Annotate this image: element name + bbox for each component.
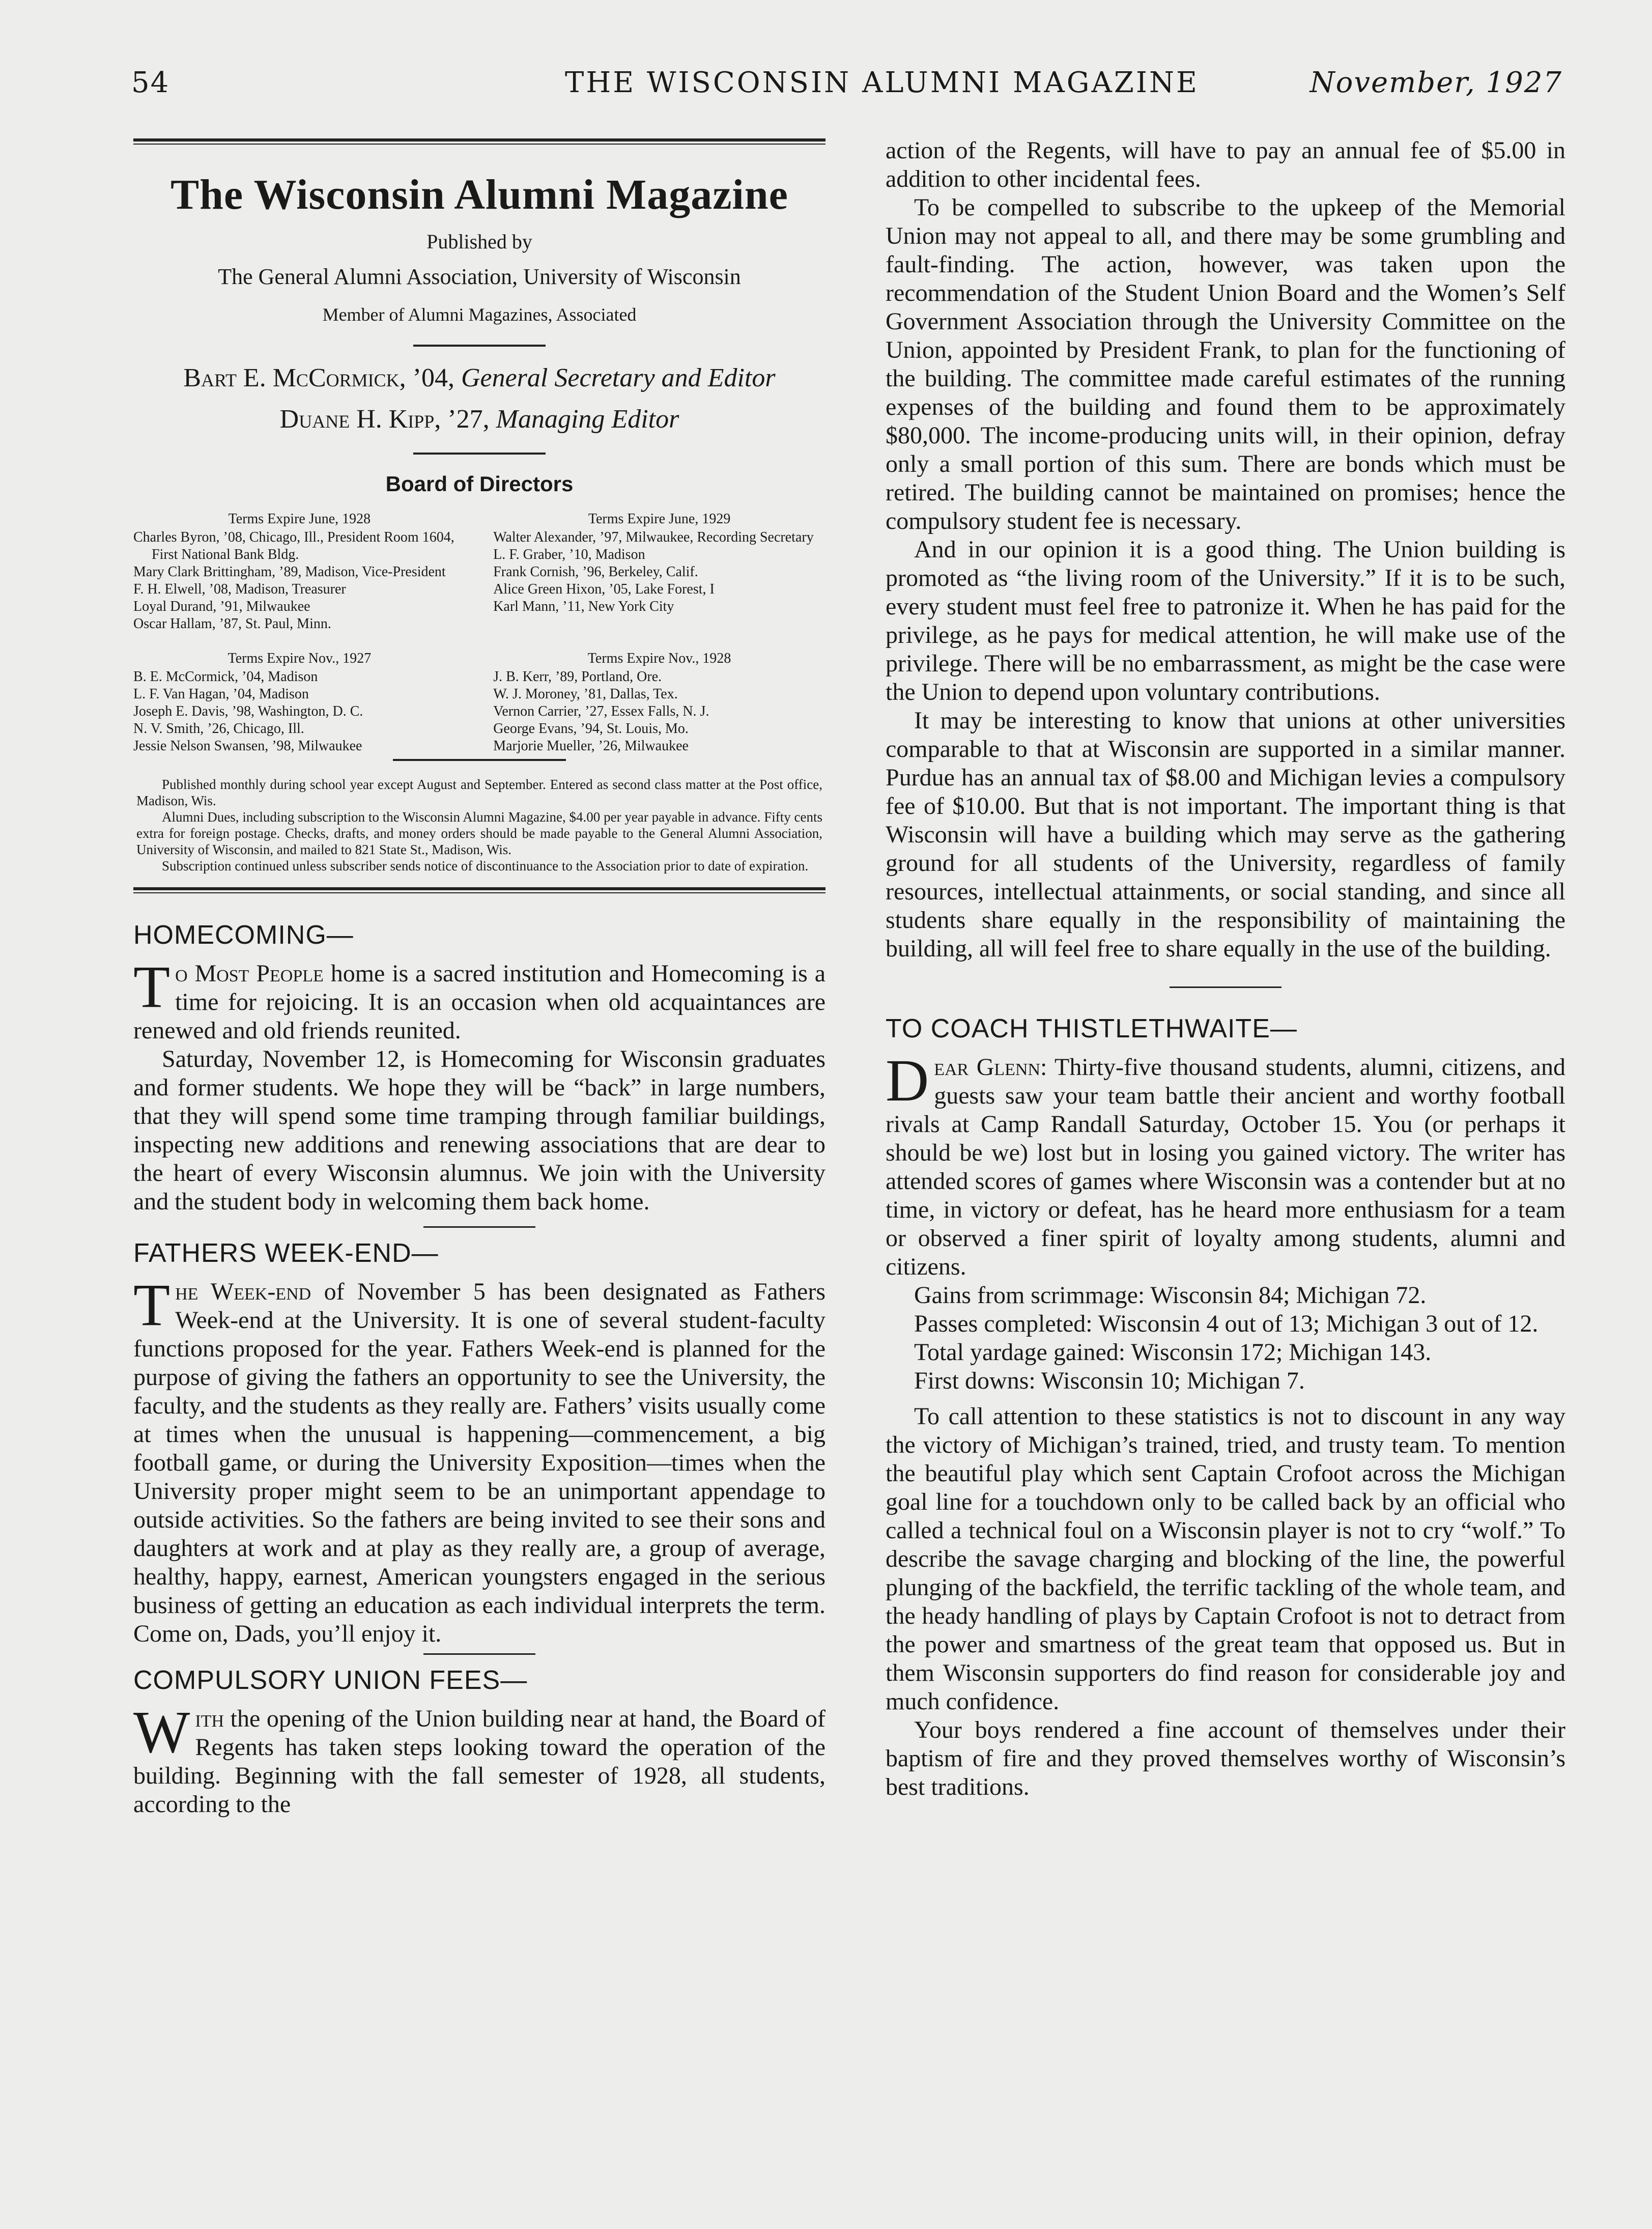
editor2-name: Duane H. Kipp [279,405,435,434]
paragraph: Saturday, November 12, is Homecoming for Wisconsin graduates and former students. We hope they will be “back” in large numbers, that they will spend some time tramping through familiar buildings, inspecting new additions and renewing associations that are dear to the heart of every Wisconsin alumnus. We join with the University and the student body in welcoming them back home. [133,1046,825,1215]
editor2-role: Managing Editor [496,405,679,434]
masthead-top-rule [133,138,825,145]
notice-paragraph: Published monthly during school year except August and September. Entered as second class matter at the Post office, Madison, Wis. [136,777,822,808]
drop-cap: T [133,953,170,1020]
editor1-name: Bart E. McCormick [183,363,400,392]
issue-date: November, 1927 [1309,66,1562,99]
board-member: L. F. Graber, ’10, Madison [493,547,645,562]
member-line: Member of Alumni Magazines, Associated [322,304,637,325]
board-member: Vernon Carrier, ’27, Essex Falls, N. J. [493,703,709,719]
board-member: W. J. Moroney, ’81, Dallas, Tex. [493,686,678,702]
board-member: B. E. McCormick, ’04, Madison [133,669,318,685]
left-column [133,138,825,1819]
section-body: To Most People home is a sacred institution and Homecoming is a time for rejoicing. It is an occasion when old acquaintances are renewed and old friends reunited. Saturday, November 12, is Homecoming for Wisconsin graduates and former students. We hope they will be “back” in large numbers, that they will spend some time tramping through familiar buildings, inspecting new additions and renewing associations that are dear to the heart of every Wisconsin alumnus. We join with the University and the student body in welcoming them back home. [133,953,825,1215]
board-member: Jessie Nelson Swansen, ’98, Milwaukee [133,738,362,754]
board-of-directors [133,511,825,755]
editor-line-2 [133,404,825,434]
fathers-section [133,1238,825,1648]
stat-line: Gains from scrimmage: Wisconsin 84; Michigan 72. [914,1282,1427,1309]
union-fees-continued [886,136,1565,963]
editor1-year: , ’04, [399,363,461,392]
right-column [886,136,1565,1801]
masthead-title: The Wisconsin Alumni Magazine [170,171,788,218]
paragraph: action of the Regents, will have to pay an annual fee of $5.00 in addition to other incidental fees. [886,137,1565,192]
board-member: Charles Byron, ’08, Chicago, Ill., President Room 1604, First National Bank Bldg. [133,529,454,562]
board-member: Alice Green Hixon, ’05, Lake Forest, I [493,581,715,597]
paragraph: To call attention to these statistics is not to discount in any way the victory of Michigan’s trained, tried, and trusty team. To mention the beautiful play which sent Captain Crofoot across the Michigan goal line for a touchdown only to be called back by an official who called a technical foul on a Wisconsin player is not to cry “wolf.” To describe the savage charging and blocking of the line, the powerful plunging of the backfield, the terrific tackling of the whole team, and the heady handling of plays by Captain Crofoot is not to detract from the power and smartness of the great team that opposed us. But in them Wisconsin supporters do find reason for considerable joy and much confidence. [886,1403,1565,1715]
board-member: George Evans, ’94, St. Louis, Mo. [493,721,689,737]
board-column-left [133,511,466,755]
board-title: Board of Directors [385,472,574,496]
section-body: The Week-end of November 5 has been designated as Fathers Week-end at the University. It is one of several student-faculty functions proposed for the year. Fathers Week-end is planned for the purpose of giving the fathers an opportunity to see the University, the faculty, and the students as they really are. Fathers’ visits usually come at times when the unusual is happening—commencement, a big football game, or during the University Exposition—times when the University proper might seem to be an unimportant appendage to outside activities. So the fathers are being invited to see their sons and daughters at work and at play as they really are, a group of average, healthy, happy, earnest, American youngsters engaged in the serious business of getting an education as each individual interprets the term. Come on, Dads, you’ll enjoy it. [133,1272,825,1647]
section-body: Dear Glenn: Thirty-five thousand students, alumni, citizens, and guests saw your team battle their ancient and worthy football rivals at Camp Randall Saturday, October 15. You (or perhaps it should be we) lost but in losing you gained victory. The writer has attended scores of games where Wisconsin was a contender but at no time, in victory or defeat, has he heard more enthusiasm for a team or observed a finer spirit of loyalty among students, alumni and citizens. Gains from scrimmage: Wisconsin 84; Michigan 72. Passes completed: Wisconsin 4 out of 13; Michigan 3 out of 12. Total yardage gained: Wisconsin 172; Michigan 143. First downs: Wisconsin 10; Michigan 7. To call attention to these statistics is not to discount in any way the victory of Michigan’s trained, tried, and trusty team. To mention the beautiful play which sent Captain Crofoot across the Michigan goal line for a touchdown only to be called back by an official who called a technical foul on a Wisconsin player is not to cry “wolf.” To describe the savage charging and blocking of the line, the powerful plunging of the backfield, the terrific tackling of the whole team, and the heady handling of plays by Captain Crofoot is not to detract from the power and smartness of the great team that opposed us. But in them Wisconsin supporters do find reason for considerable joy and much confidence. Your boys rendered a fine account of themselves under their baptism of fire and they proved themselves worthy of Wisconsin’s best traditions. [886,1047,1565,1800]
section-heading: FATHERS WEEK-END— [133,1238,439,1268]
editor1-role: General Secretary and Editor [461,363,776,392]
board-member: N. V. Smith, ’26, Chicago, Ill. [133,721,304,737]
notice-paragraph: Subscription continued unless subscriber sends notice of discontinuance to the Association prior to date of expiration. [162,858,809,873]
board-member: Loyal Durand, ’91, Milwaukee [133,599,310,614]
coach-section [886,1013,1565,1801]
board-member: Mary Clark Brittingham, ’89, Madison, Vice-President [133,564,446,580]
publication-notice [133,776,825,874]
paragraph: And in our opinion it is a good thing. The Union building is promoted as “the living room of the University.” If it is to be such, every student must feel free to patronize it. When he has paid for the privilege, as he pays for medical attention, he will make use of the privilege. There will be no embarrassment, as might be the case were the Union to depend upon voluntary contributions. [886,536,1565,706]
board-member: L. F. Van Hagan, ’04, Madison [133,686,309,702]
section-divider [1170,986,1281,988]
union-fees-section [133,1665,825,1819]
board-term: Terms Expire Nov., 1927 [227,651,372,666]
editor2-year: , ’27, [434,405,496,434]
drop-cap: T [133,1272,170,1338]
homecoming-section [133,920,825,1216]
section-heading: COMPULSORY UNION FEES— [133,1666,528,1695]
board-divider [413,453,546,455]
notice-divider [393,759,566,761]
board-member: Marjorie Mueller, ’26, Milwaukee [493,738,689,754]
masthead-bottom-rule [133,887,825,893]
stat-line: First downs: Wisconsin 10; Michigan 7. [914,1367,1305,1394]
notice-paragraph: Alumni Dues, including subscription to the Wisconsin Alumni Magazine, $4.00 per year payable in advance. Fifty cents extra for foreign postage. Checks, drafts, and money orders should be made payable to the General Alumni Association, University of Wisconsin, and mailed to 821 State St., Madison, Wis. [136,809,822,857]
section-heading: HOMECOMING— [133,920,354,950]
editor-line-1 [133,363,825,393]
board-term: Terms Expire June, 1929 [588,511,731,527]
board-member: Oscar Hallam, ’87, St. Paul, Minn. [133,616,331,632]
board-column-right [493,511,825,755]
masthead-divider [413,345,546,347]
board-term: Terms Expire June, 1928 [228,511,371,527]
board-member: Walter Alexander, ’97, Milwaukee, Recording Secretary [493,529,814,545]
board-member: Joseph E. Davis, ’98, Washington, D. C. [133,703,363,719]
board-term: Terms Expire Nov., 1928 [587,651,731,666]
board-member: Karl Mann, ’11, New York City [493,599,674,614]
drop-cap: W [133,1699,190,1765]
paragraph: To be compelled to subscribe to the upkeep of the Memorial Union may not appeal to all, and there may be some grumbling and fault-finding. The action, however, was taken upon the recommendation of the Student Union Board and the Women’s Self Government Association through the University Committee on the Union, appointed by President Frank, to plan for the functioning of the building. The committee made careful estimates of the running expenses of the building and found them to be approximately $80,000. The income-producing units will, in their opinion, defray only a small portion of this sum. There are bonds which must be retired. The building cannot be maintained on promises; hence the compulsory student fee is necessary. [886,194,1565,534]
published-by: Published by [426,230,532,253]
section-body: With the opening of the Union building near at hand, the Board of Regents has taken steps looking toward the operation of the building. Beginning with the fall semester of 1928, all students, according to the [133,1699,825,1818]
paragraph: Your boys rendered a fine account of themselves under their baptism of fire and they proved themselves worthy of Wisconsin’s best traditions. [886,1716,1565,1800]
page-number: 54 [131,66,170,99]
association-name: The General Alumni Association, University of Wisconsin [218,264,741,289]
board-member: F. H. Elwell, ’08, Madison, Treasurer [133,581,346,597]
running-title: THE WISCONSIN ALUMNI MAGAZINE [565,66,1199,99]
section-heading: TO COACH THISTLETHWAITE— [886,1014,1297,1043]
paragraph: It may be interesting to know that unions at other universities comparable to that at Wisconsin are supported in a similar manner. Purdue has an annual tax of $8.00 and Michigan levies a compulsory fee of $10.00. But that is not important. The important thing is that Wisconsin will have a building which may serve as the gathering ground for all students of the University, regardless of family resources, intellectual attainments, or social standing, and since all students share equally in the responsibility of maintaining the building, all will feel free to share equally in the use of the building. [886,707,1565,962]
drop-cap: D [886,1047,929,1114]
board-member: J. B. Kerr, ’89, Portland, Ore. [493,669,662,685]
board-member: Frank Cornish, ’96, Berkeley, Calif. [493,564,698,580]
stat-line: Total yardage gained: Wisconsin 172; Michigan 143. [914,1339,1432,1366]
section-divider [423,1226,535,1228]
section-divider [423,1653,535,1655]
stat-line: Passes completed: Wisconsin 4 out of 13; Michigan 3 out of 12. [914,1310,1539,1337]
